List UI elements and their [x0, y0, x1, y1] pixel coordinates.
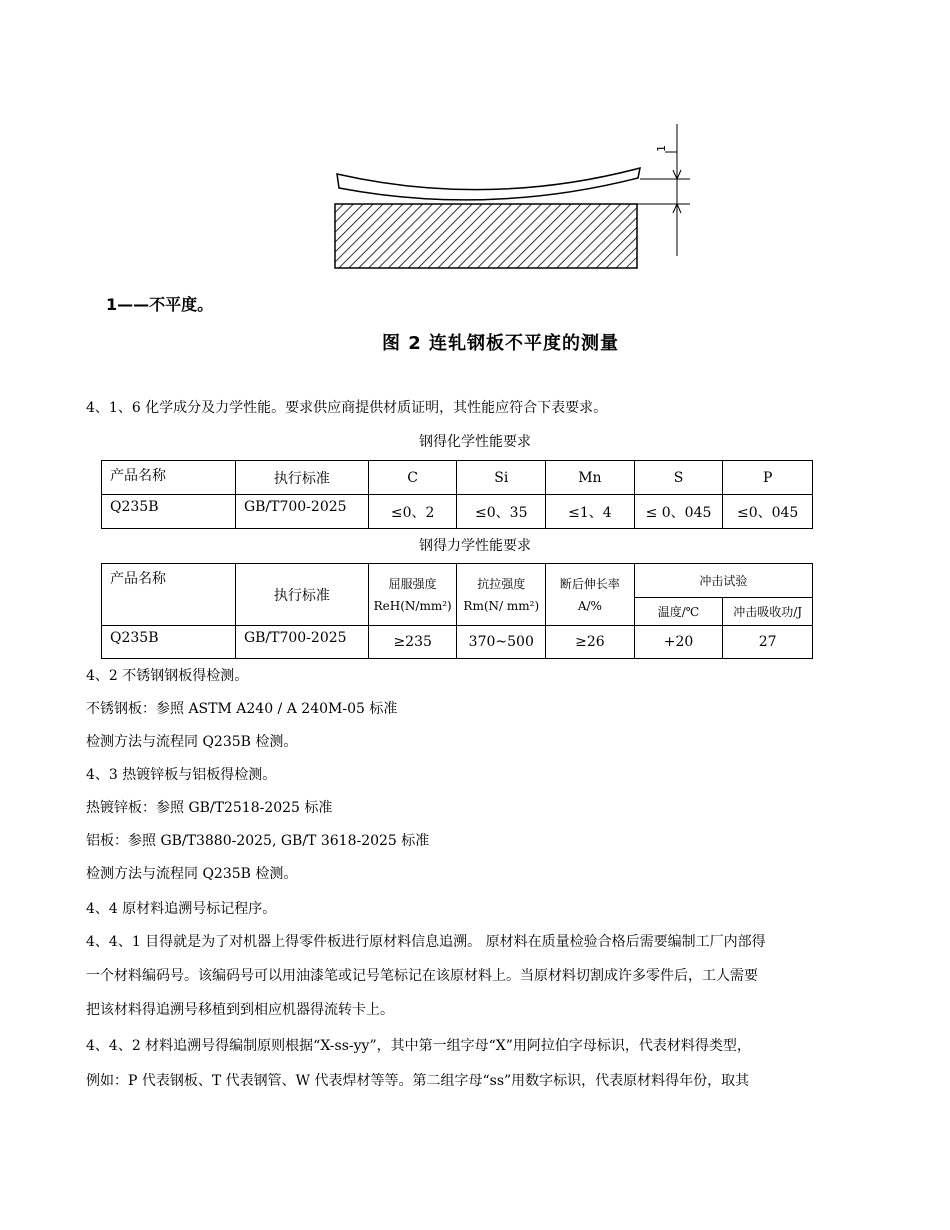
header-line: A/%	[577, 598, 602, 613]
header-line: Rm(N/ mm²)	[463, 598, 540, 613]
table-cell: GB/T700-2025	[235, 626, 368, 659]
paragraph: 4、4 原材料追溯号标记程序。	[86, 901, 277, 917]
table-cell: 27	[723, 626, 813, 659]
dimension-marker: 1	[655, 145, 668, 152]
header-cell: 产品名称	[102, 564, 236, 626]
paragraph: 一个材料编码号。该编码号可以用油漆笔或记号笔标记在该原材料上。当原材料切割成许多零件后，工人需要	[86, 968, 758, 984]
table-cell: ≤ 0、045	[634, 495, 723, 529]
paragraph: 检测方法与流程同 Q235B 检测。	[86, 866, 298, 882]
paragraph: 例如：P 代表钢板、T 代表钢管、W 代表焊材等等。第二组字母“ss”用数字标识，代表原材料得年份，取其	[86, 1073, 750, 1089]
header-cell	[368, 564, 457, 626]
header-cell: Mn	[546, 461, 635, 495]
chem-table	[101, 460, 813, 529]
paragraph: 把该材料得追溯号移植到到相应机器得流转卡上。	[86, 1002, 394, 1018]
paragraph: 铝板：参照 GB/T3880-2025, GB/T 3618-2025 标准	[86, 833, 430, 849]
header-cell: P	[723, 461, 813, 495]
header-cell: 温度/℃	[634, 598, 723, 626]
header-cell: S	[634, 461, 723, 495]
header-cell: 执行标准	[235, 461, 368, 495]
table-header-row	[102, 564, 813, 598]
paragraph: 不锈钢板：参照 ASTM A240 / A 240M-05 标准	[86, 701, 398, 717]
table-header-row	[102, 461, 813, 495]
paragraph: 热镀锌板：参照 GB/T2518-2025 标准	[86, 800, 333, 816]
table-cell: ≤0、045	[723, 495, 813, 529]
table-cell: 370~500	[457, 626, 546, 659]
header-line: 屈服强度	[388, 576, 437, 591]
flatness-figure	[320, 118, 700, 278]
base-block	[335, 204, 637, 268]
figure-caption: 图 2 连轧钢板不平度的测量	[382, 333, 620, 354]
paragraph: 检测方法与流程同 Q235B 检测。	[86, 734, 298, 750]
table-row	[102, 495, 813, 529]
header-cell: 执行标准	[235, 564, 368, 626]
header-line: 抗拉强度	[477, 576, 526, 591]
table-cell: ≤0、35	[457, 495, 546, 529]
paragraph: 4、3 热镀锌板与铝板得检测。	[86, 767, 277, 783]
header-line: 断后伸长率	[559, 576, 620, 591]
header-cell: 冲击吸收功/J	[723, 598, 813, 626]
table-cell: ≤1、4	[546, 495, 635, 529]
curved-steel-plate	[337, 168, 640, 200]
section-intro: 4、1、6 化学成分及力学性能。要求供应商提供材质证明，其性能应符合下表要求。	[86, 400, 608, 416]
mech-table	[101, 563, 813, 659]
header-cell	[457, 564, 546, 626]
table-cell: ≥235	[368, 626, 457, 659]
header-cell	[546, 564, 635, 626]
table-cell: ≤0、2	[368, 495, 457, 529]
paragraph: 4、2 不锈钢钢板得检测。	[86, 668, 249, 684]
table-cell: +20	[634, 626, 723, 659]
paragraph: 4、4、2 材料追溯号得编制原则根据“X-ss-yy”，其中第一组字母“X”用阿拉伯字母标识，代表材料得类型，	[86, 1038, 751, 1054]
table-row	[102, 626, 813, 659]
header-line: ReH(N/mm²)	[373, 598, 452, 613]
header-cell: 冲击试验	[634, 564, 812, 598]
paragraph: 4、4、1 目得就是为了对机器上得零件板进行原材料信息追溯。 原材料在质量检验合格后需要编制工厂内部得	[86, 934, 766, 950]
header-cell: 产品名称	[102, 461, 236, 495]
header-cell: C	[368, 461, 457, 495]
header-cell: Si	[457, 461, 546, 495]
figure-legend: 1——不平度。	[106, 295, 214, 314]
mech-table-caption: 钢得力学性能要求	[419, 538, 531, 554]
chem-table-caption: 钢得化学性能要求	[419, 434, 531, 450]
table-cell: GB/T700-2025	[235, 495, 368, 529]
table-cell: Q235B	[102, 495, 236, 529]
table-cell: Q235B	[102, 626, 236, 659]
table-cell: ≥26	[546, 626, 635, 659]
